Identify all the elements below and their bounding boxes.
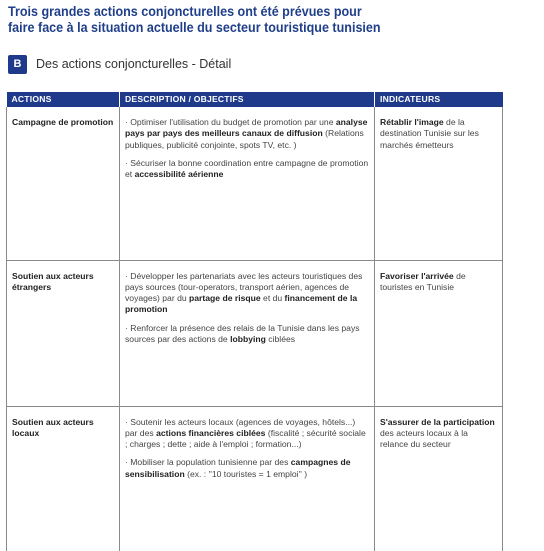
headline-line-1: Trois grandes actions conjoncturelles ont été prévues pour [8, 4, 362, 19]
table-row [7, 107, 503, 260]
description-paragraph: · Mobiliser la population tunisienne par des campagnes de sensibilisation (ex. : ''10 touristes = 1 emploi'' ) [125, 457, 351, 479]
indicator-cell: S'assurer de la participation des acteurs locaux à la relance du secteur [375, 406, 503, 551]
header-actions: ACTIONS [7, 92, 120, 107]
table-header-row [7, 92, 503, 107]
description-cell [120, 406, 375, 551]
action-cell: Campagne de promotion [7, 107, 120, 260]
description-paragraph: · Optimiser l'utilisation du budget de promotion par une analyse pays par pays des meilleurs canaux de diffusion (Relations publiques, publicité conjointe, spots TV, etc. ) [125, 117, 368, 150]
headline [8, 4, 492, 36]
section-badge: B [8, 55, 27, 74]
indicator-cell: Rétablir l'image de la destination Tunisie sur les marchés émetteurs [375, 107, 503, 260]
actions-table [6, 92, 503, 551]
description-paragraph: · Développer les partenariats avec les acteurs touristiques des pays sources (tour-operators, transport aérien, agences de voyages) par du partage de risque et du financement de la promotion [125, 270, 363, 315]
description-paragraph: · Soutenir les acteurs locaux (agences de voyages, hôtels...) par des actions financières ciblées (fiscalité ; sécurité sociale ; charges ; dette ; aide à l'emploi ; formation...) [125, 416, 366, 450]
header-description: DESCRIPTION / OBJECTIFS [120, 92, 375, 107]
header-indicators: INDICATEURS [375, 92, 503, 107]
description-cell [120, 107, 375, 260]
action-cell: Soutien aux acteurs locaux [7, 406, 120, 551]
description-paragraph: · Renforcer la présence des relais de la Tunisie dans les pays sources par des actions de lobbying ciblées [125, 322, 360, 344]
table-row [7, 406, 503, 551]
table-row [7, 260, 503, 406]
description-paragraph: · Sécuriser la bonne coordination entre campagne de promotion et accessibilité aérienne [125, 157, 369, 180]
indicator-cell: Favoriser l'arrivée de touristes en Tunisie [375, 260, 503, 406]
description-cell [120, 260, 375, 406]
section-title: Des actions conjoncturelles - Détail [36, 57, 232, 71]
section-heading [8, 54, 231, 74]
action-cell: Soutien aux acteurs étrangers [7, 260, 120, 406]
headline-line-2: faire face à la situation actuelle du secteur touristique tunisien [8, 20, 381, 35]
